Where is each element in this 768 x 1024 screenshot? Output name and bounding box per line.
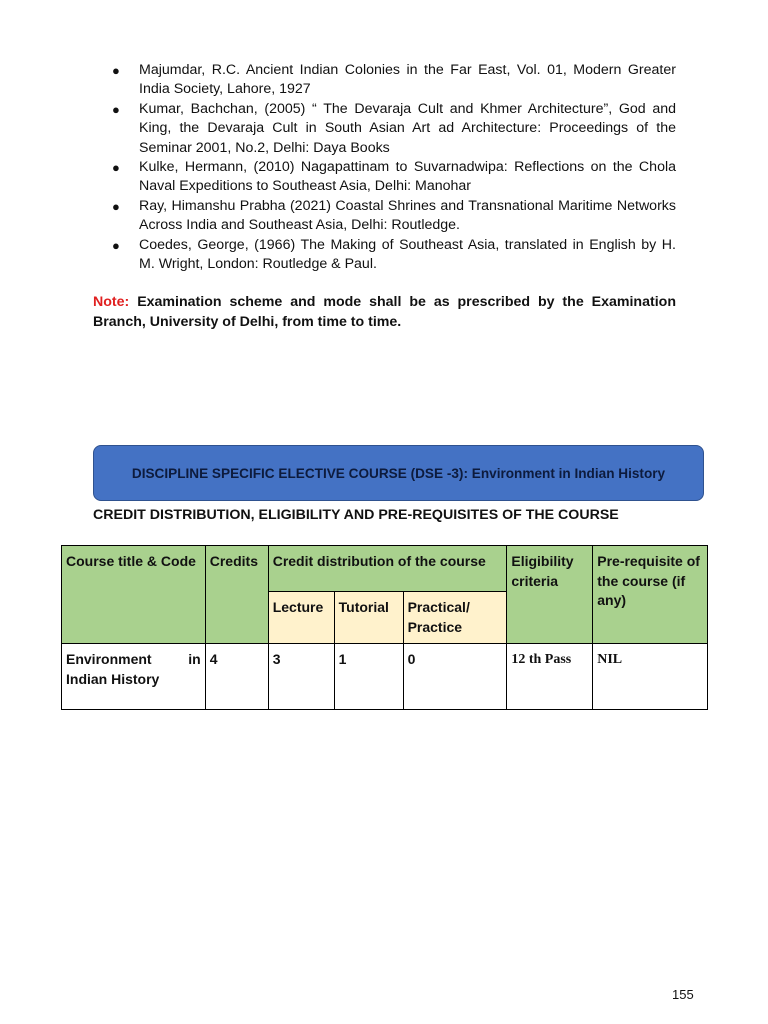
cell-course-title <box>62 644 206 710</box>
note-label: Note: <box>93 294 130 310</box>
bullet-icon: ● <box>112 160 120 176</box>
reference-text: Ray, Himanshu Prabha (2021) Coastal Shrines and Transnational Maritime Networks Across India and Southeast Asia, Delhi: Routledge. <box>139 197 676 234</box>
reference-text: Majumdar, R.C. Ancient Indian Colonies in the Far East, Vol. 01, Modern Greater India Society, Lahore, 1927 <box>139 62 676 98</box>
course-title-word: Environment <box>66 651 152 667</box>
course-title-word: in <box>188 651 201 667</box>
cell-eligibility: 12 th Pass <box>507 644 593 710</box>
course-banner <box>93 445 704 501</box>
bullet-icon: ● <box>112 63 120 78</box>
bullet-icon: ● <box>112 237 120 253</box>
cell-tutorial: 1 <box>334 644 403 710</box>
table-row <box>62 644 708 710</box>
reference-item <box>112 158 676 197</box>
reference-item <box>112 100 676 158</box>
subheader-practical: Practical/ Practice <box>403 592 507 644</box>
bullet-icon: ● <box>112 198 120 214</box>
cell-credits: 4 <box>205 644 268 710</box>
reference-item <box>112 236 676 275</box>
credit-distribution-table <box>61 545 708 710</box>
header-credits: Credits <box>205 546 268 644</box>
header-course-title: Course title & Code <box>62 546 206 644</box>
cell-lecture: 3 <box>268 644 334 710</box>
page-number: 155 <box>672 987 694 1002</box>
subheader-lecture: Lecture <box>268 592 334 644</box>
subheader-tutorial: Tutorial <box>334 592 403 644</box>
course-banner-title: DISCIPLINE SPECIFIC ELECTIVE COURSE (DSE -3): Environment in Indian History <box>131 465 666 481</box>
header-eligibility: Eligibility criteria <box>507 546 593 644</box>
table-header-row <box>62 546 708 592</box>
credit-distribution-heading: CREDIT DISTRIBUTION, ELIGIBILITY AND PRE-REQUISITES OF THE COURSE <box>93 507 619 523</box>
note-text: Examination scheme and mode shall be as prescribed by the Examination Branch, University of Delhi, from time to time. <box>93 294 676 330</box>
exam-note <box>93 293 676 332</box>
cell-practical: 0 <box>403 644 507 710</box>
bullet-icon: ● <box>112 101 120 117</box>
cell-prerequisite: NIL <box>593 644 708 710</box>
reference-list <box>112 61 676 274</box>
header-credit-distribution: Credit distribution of the course <box>268 546 507 592</box>
reference-text: Coedes, George, (1966) The Making of Southeast Asia, translated in English by H. M. Wright, London: Routledge & Paul. <box>139 236 676 273</box>
reference-item <box>112 61 676 100</box>
course-title-rest: Indian History <box>66 670 160 687</box>
reference-text: Kulke, Hermann, (2010) Nagapattinam to Suvarnadwipa: Reflections on the Chola Naval Expeditions to Southeast Asia, Delhi: Manohar <box>139 159 676 195</box>
reference-text: Kumar, Bachchan, (2005) “ The Devaraja Cult and Khmer Architecture”, God and King, the Devaraja Cult in South Asian Art ad Architecture: Proceedings of the Seminar 2001, No.2, Delhi: Daya Books <box>139 100 676 156</box>
header-prerequisite: Pre-requisite of the course (if any) <box>593 546 708 644</box>
reference-item <box>112 197 676 236</box>
